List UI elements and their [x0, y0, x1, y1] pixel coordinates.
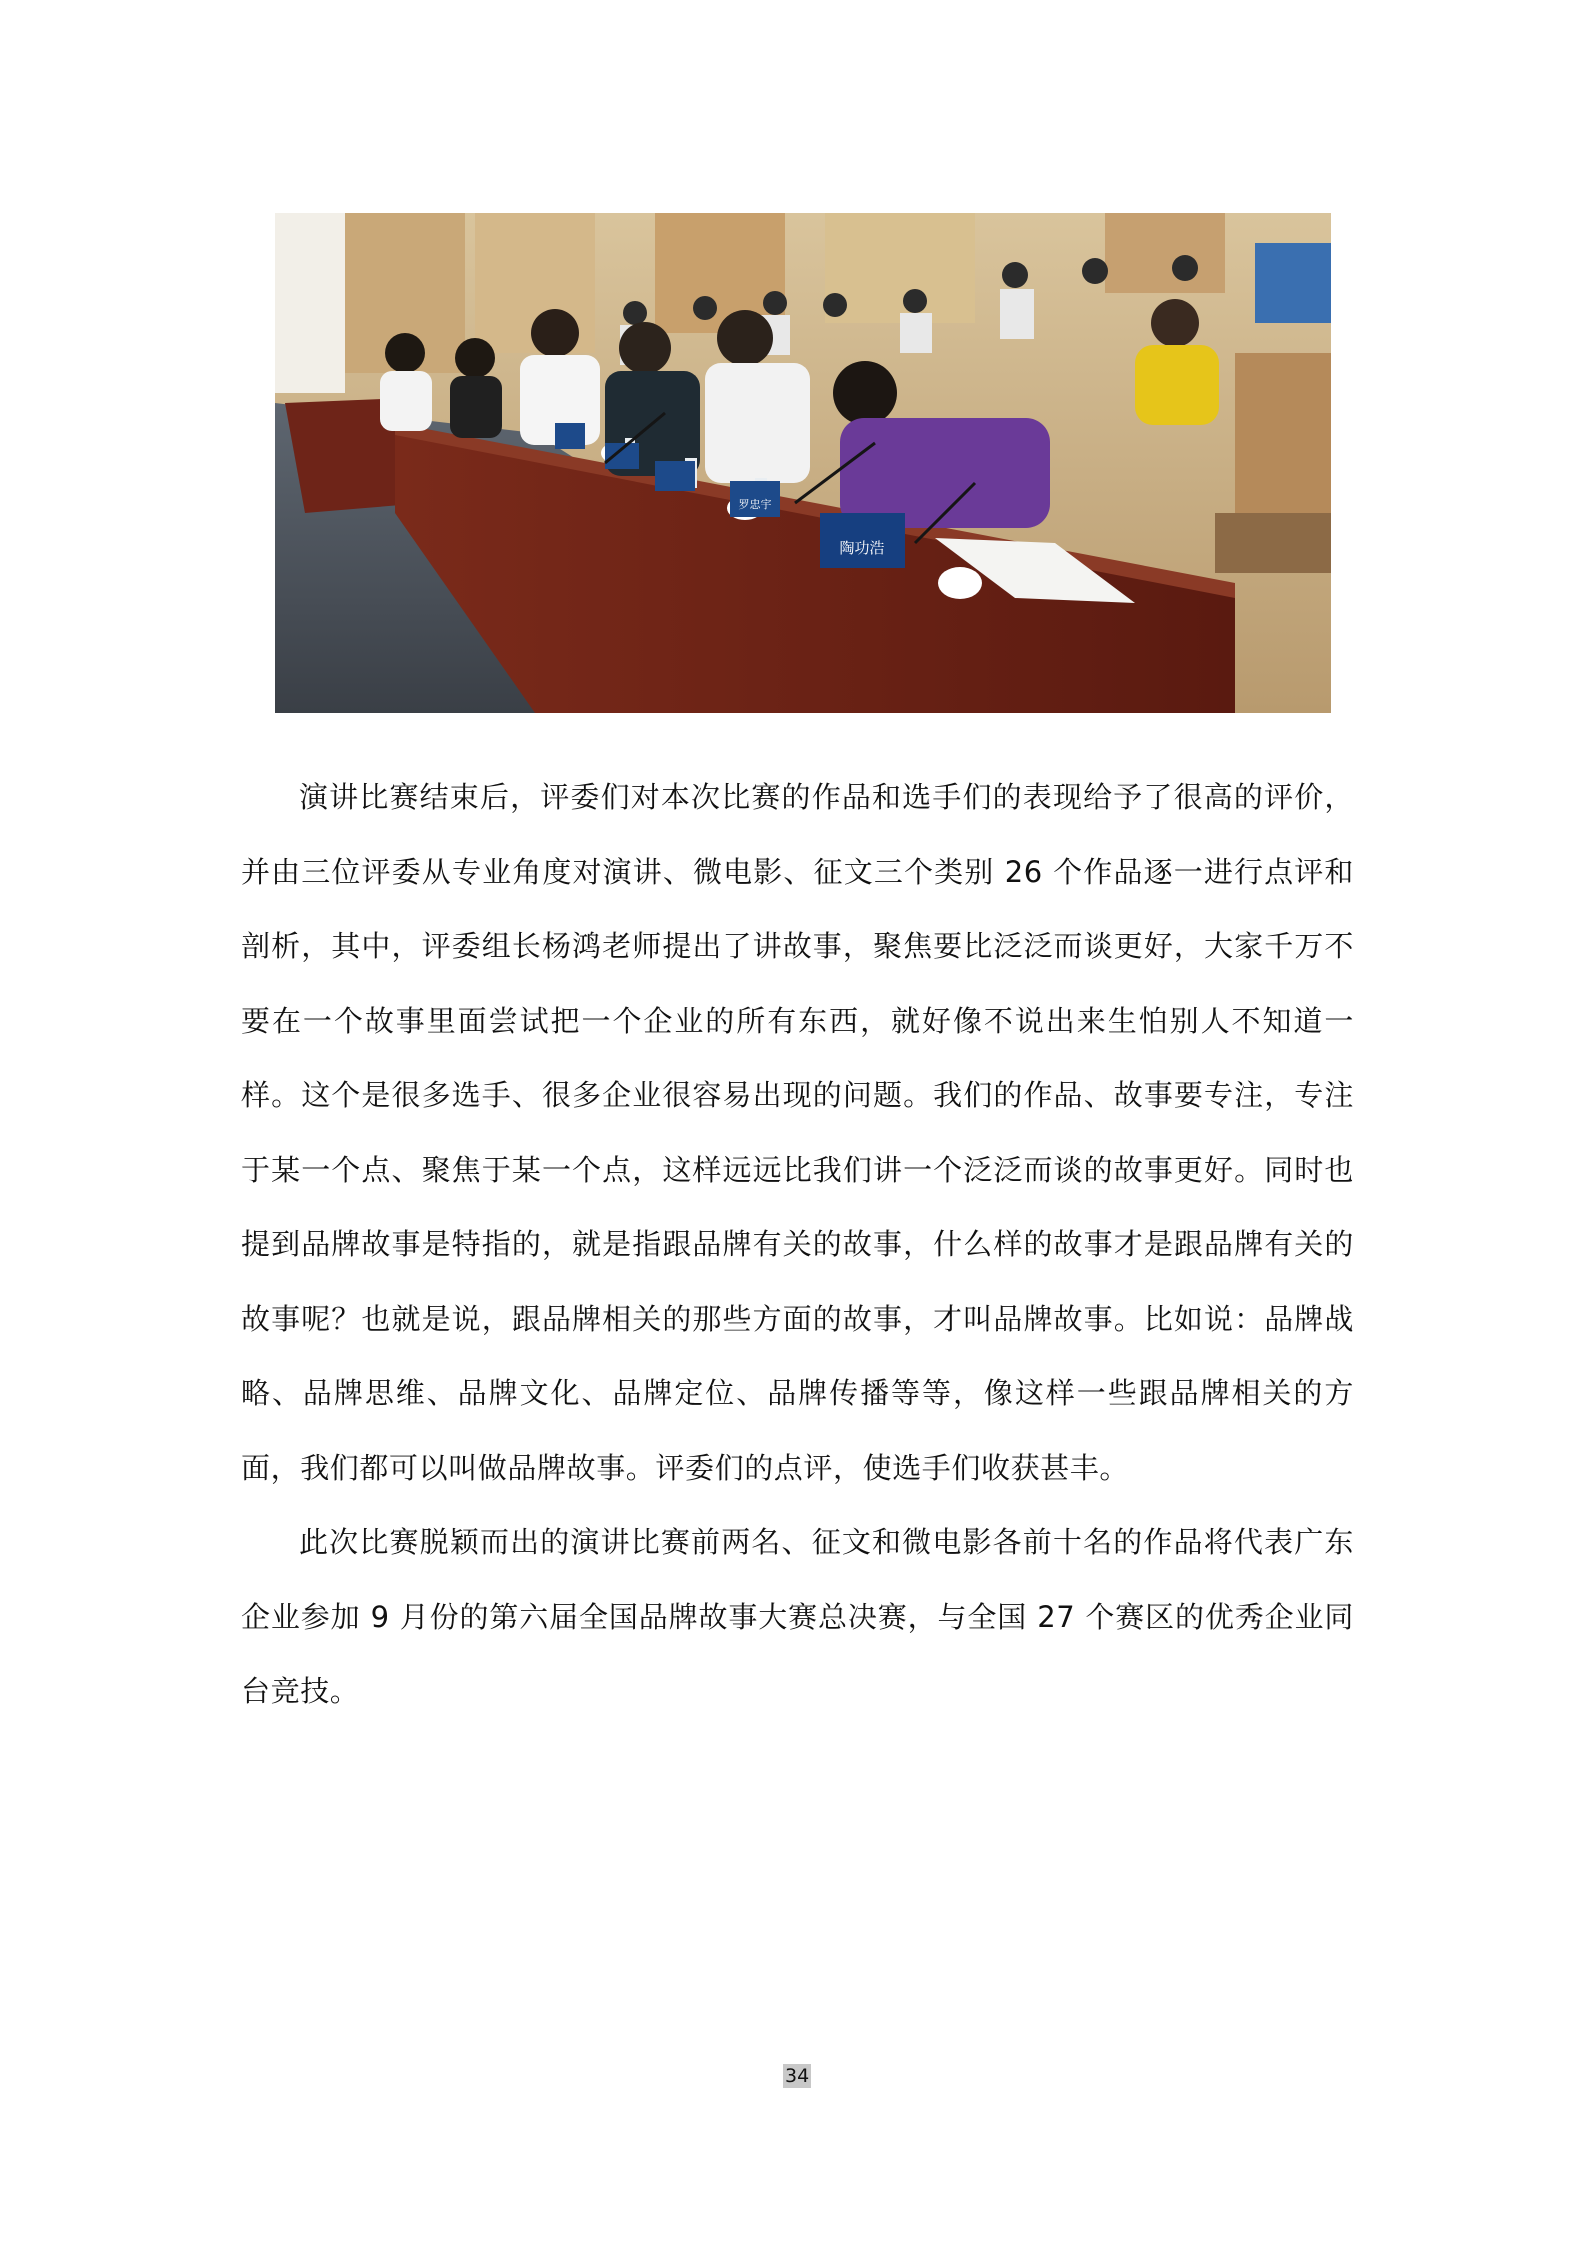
- page-number: 34: [785, 2065, 810, 2087]
- nameplate-2-text: 陶功浩: [839, 539, 885, 557]
- judges-table-photo: [275, 213, 1331, 713]
- event-photo: [275, 213, 1331, 713]
- paragraph-1: 演讲比赛结束后，评委们对本次比赛的作品和选手们的表现给予了很高的评价，并由三位评委从专业角度对演讲、微电影、征文三个类别 26 个作品逐一进行点评和剖析，其中，评委组长杨鸿老师提出了讲故事，聚焦要比泛泛而谈更好，大家千万不要在一个故事里面尝试把一个企业的所有东西，就好像不说出来生怕别人不知道一样。这个是很多选手、很多企业很容易出现的问题。我们的作品、故事要专注，专注于某一个点、聚焦于某一个点，这样远远比我们讲一个泛泛而谈的故事更好。同时也提到品牌故事是特指的，就是指跟品牌有关的故事，什么样的故事才是跟品牌有关的故事呢？也就是说，跟品牌相关的那些方面的故事，才叫品牌故事。比如说：品牌战略、品牌思维、品牌文化、品牌定位、品牌传播等等，像这样一些跟品牌相关的方面，我们都可以叫做品牌故事。评委们的点评，使选手们收获甚丰。: [241, 780, 1354, 1485]
- nameplate-1-text: 罗忠宇: [738, 498, 772, 511]
- article-body: [241, 760, 1354, 1729]
- paragraph-2: 此次比赛脱颖而出的演讲比赛前两名、征文和微电影各前十名的作品将代表广东企业参加 9 月份的第六届全国品牌故事大赛总决赛，与全国 27 个赛区的优秀企业同台竞技。: [241, 1525, 1354, 1708]
